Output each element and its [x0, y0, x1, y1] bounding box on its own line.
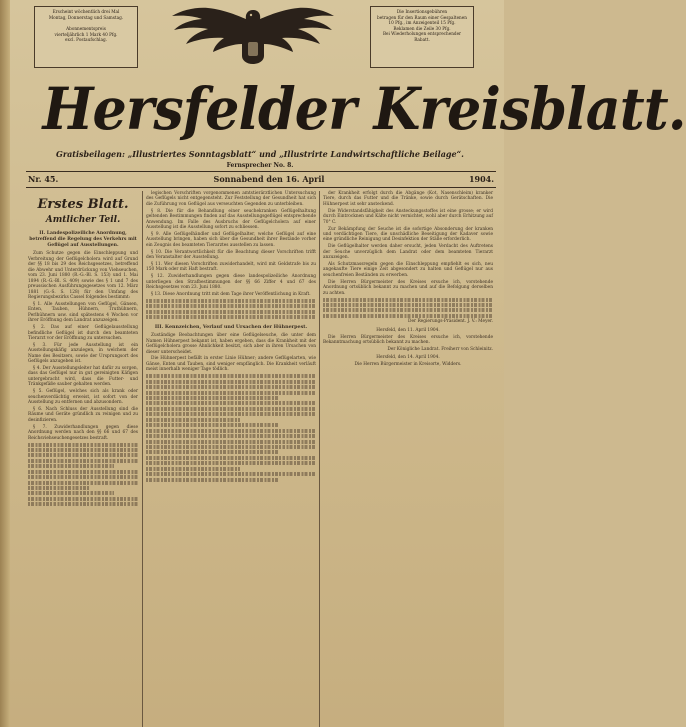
subscription-line: vierteljährlich 1 Mark 40 Pfg. — [54, 31, 118, 37]
phone-number: Fernsprecher No. 8. — [226, 162, 294, 169]
advertising-rates-box — [370, 6, 474, 68]
issue-number: Nr. 45. — [28, 174, 59, 184]
text-line — [146, 315, 316, 319]
section-heading: Erstes Blatt. — [37, 197, 129, 212]
column-separator — [319, 191, 320, 727]
paragraph: Zuständige Beobachtungen über eine Geflügelseuche, die unter dem Namen Hühnerpest bekannt ist, haben ergeben, dass die Krankheit mit der Geflügelcholera grosse Ähnlichkeit besitzt, sich aber in ihren Ursachen von dieser unterscheidet. — [146, 333, 316, 355]
text-line — [146, 456, 316, 460]
subscription-info-box — [34, 6, 138, 68]
paragraph: Die Widerstandsfähigkeit des Ansteckungsstoffes ist eine grosse; er wird durch Eintrocknen und Kälte nicht vernichtet, wohl aber durch Erhitzung auf 70° C. — [323, 208, 493, 225]
eagle-emblem-icon — [168, 2, 338, 68]
paragraph: § 11. Wer diesen Vorschriften zuwiderhandelt, wird mit Geldstrafe bis zu 150 Mark oder mit Haft bestraft. — [146, 262, 316, 273]
column-1 — [28, 191, 138, 727]
text-line — [28, 491, 114, 495]
subscription-line: Erscheint wöchentlich drei Mal — [52, 9, 120, 14]
paragraph: § 6. Nach Schluss der Ausstellung sind die Räume und Geräte gründlich zu reinigen und zu desinfizieren. — [28, 406, 138, 423]
paragraph: Die Herren Bürgermeister des Kreises ersuche ich, vorstehende Anordnung ortsüblich bekannt zu machen und auf die Befolgung derselben zu achten. — [323, 279, 493, 296]
text-line — [146, 407, 316, 411]
subscription-line: Montag, Donnerstag und Samstag. — [48, 14, 124, 20]
text-line — [146, 472, 316, 476]
supplements-line: Gratisbeilagen: „Illustriertes Sonntagsblatt“ und „Illustrirte Landwirtschaftliche Beilage“. — [56, 149, 464, 159]
text-line — [146, 440, 316, 444]
text-line — [146, 429, 316, 433]
text-line — [323, 303, 493, 307]
text-line — [146, 374, 316, 378]
text-line — [28, 497, 138, 501]
text-line — [28, 481, 138, 485]
divider-bottom — [26, 187, 496, 188]
subscription-line: Abonnementspreis — [66, 26, 106, 32]
paragraph: § 13. Diese Anordnung tritt mit dem Tage ihrer Veröffentlichung in Kraft. — [151, 292, 311, 298]
text-line — [28, 502, 138, 506]
paragraph: legischen Vorschriften vorgenommenen amtstierärztlichen Untersuchung des Geflügels nicht entgegensteht. Zur Feststellung der Gesundheit hat sich die Zuführung von Geflügel aus verseuchten Gegenden zu unterbleiben. — [146, 191, 316, 207]
paragraph: Zum Schutze gegen die Einschleppung und Verbreitung der Geflügelcholera wird auf Grund der §§ 18 bis 29 des Reichsgesetzes, betreffend die Abwehr und Unterdrückung von Viehseuchen, vom 23. Juni 1880 (R.-G.-Bl. S. 153) und 1. Mai 1894 (R.-G.-Bl. S. 409) sowie des § 1 und 7 des preussischen Ausführungsgesetzes vom 12. März 1881 (G.-S. S. 128) für den Umfang des Regierungsbezirks Cassel folgendes bestimmt: — [28, 251, 138, 301]
rates-line: Rabatt. — [414, 36, 430, 42]
paragraph: § 8. Die für die Behandlung einer seuchekranken Geflügelhaltung geltenden Bestimmungen finden auf das Ausstellungsgeflügel entsprechende Anwendung. Im Falle des Ausbruchs der Geflügelcholera auf einer Ausstellung ist die Ausstellung sofort zu schliessen. — [146, 208, 316, 231]
text-line — [323, 308, 493, 312]
paragraph: der Krankheit erfolgt durch die Abgänge (Kot, Nasenschleim) kranker Tiere, durch das Futter und die Tränke, sowie durch Gerätschaften. Die Hühnerpest ist sehr ansteckend. — [323, 191, 493, 207]
body-text-block — [146, 374, 316, 481]
rates-line: Reklamen die Zeile 30 Pfg. — [393, 25, 451, 31]
rates-line: 10 Pfg., im Anzeigenteil 15 Pfg. — [388, 20, 456, 26]
text-line — [146, 412, 316, 416]
text-line — [28, 464, 114, 468]
text-line — [146, 385, 316, 389]
signature: Der Regierungs-Präsident. J. V.: Meyer. — [408, 319, 493, 325]
text-line — [28, 448, 138, 452]
paragraph: Die Geflügelhalter werden daher ersucht, jeden Verdacht des Auftretens der Seuche unverzüglich dem Landrat oder dem beamteten Tierarzt anzuzeigen. — [323, 244, 493, 261]
text-line — [146, 310, 316, 314]
signature: Der Königliche Landrat. Freiherr von Schleinitz. — [387, 346, 493, 352]
paragraph: Die Hühnerpest befällt in erster Linie Hühner; andere Geflügelarten, wie Gänse, Enten und Tauben, sind weniger empfänglich. Die Krankheit verläuft meist innerhalb weniger Tage tödlich. — [146, 356, 316, 373]
text-line — [28, 470, 138, 474]
text-line — [146, 396, 279, 400]
text-line — [323, 314, 493, 318]
paragraph: § 12. Zuwiderhandlungen gegen diese landespolizeiliche Anordnung unterliegen den Strafbestimmungen der §§ 66 Ziffer 4 und 67 des Reichsgesetzes vom 23. Juni 1880. — [146, 274, 316, 291]
text-line — [146, 380, 316, 384]
dateline — [28, 173, 494, 185]
text-line — [146, 418, 240, 422]
subscription-line: excl. Postaufschlag. — [65, 37, 107, 43]
paragraph: § 4. Der Ausstellungsleiter hat dafür zu sorgen, dass das Geflügel nur in gut gereinigten Käfigen untergebracht wird, dass die Futter- und Tränkgefäße sauber gehalten werden. — [28, 366, 138, 388]
text-line — [146, 450, 279, 454]
text-line — [146, 445, 316, 449]
paragraph: Als Schutzmassregeln gegen die Einschleppung empfiehlt es sich, neu angekaufte Tiere einige Zeit abgesondert zu halten und Geflügel nur aus seuchenfreien Beständen zu erwerben. — [323, 262, 493, 278]
text-line — [28, 486, 89, 490]
text-line — [146, 299, 316, 303]
paragraph: Die Herren Bürgermeister des Kreises ersuche ich, vorstehende Bekanntmachung ortsüblich bekannt zu machen. — [323, 334, 493, 346]
text-line — [146, 304, 316, 308]
place-date: Hersfeld, den 11. April 1904. — [376, 327, 440, 333]
paragraph: Zur Bekämpfung der Seuche ist die sofortige Absonderung der kranken und verdächtigen Tiere, die unschädliche Beseitigung der Kadaver sowie eine gründliche Reinigung und Desinfektion der Ställe erforderlich. — [323, 226, 493, 243]
footer-line: Die Herren Bürgermeister in Kreisorte, Widders. — [354, 362, 462, 368]
text-line — [146, 434, 316, 438]
text-line — [146, 423, 279, 427]
paragraph: § 3. Für jede Ausstellung ist ein Ausstellungskäfig anzulegen, in welchem der Name des Besitzers, sowie der Ursprungsort des Geflügels anzugeben ist. — [28, 342, 138, 365]
text-line — [28, 453, 138, 457]
text-line — [28, 475, 138, 479]
text-line — [323, 298, 493, 302]
newspaper-title: Hersfelder Kreisblatt. — [42, 75, 686, 143]
rates-line: betragen für den Raum einer Gespaltenen — [377, 14, 467, 20]
text-line — [146, 401, 316, 405]
column-2 — [146, 191, 316, 727]
paragraph: § 5. Geflügel, welches sich als krank oder seuchenverdächtig erweist, ist sofort von der Ausstellung zu entfernen und abzusondern. — [28, 389, 138, 406]
ordinance-title: II. Landespolizeiliche Anordnung, betreffend die Regelung des Verkehrs mit Geflügel auf Ausstellungen. — [29, 231, 137, 248]
text-line — [28, 443, 138, 447]
article-heading: III. Kennzeichen, Verlauf und Ursachen der Hühnerpest. — [154, 324, 308, 331]
body-text-block — [146, 299, 316, 319]
body-text-block — [323, 298, 493, 318]
rates-line: Bei Wiederholungen entsprechender — [382, 31, 462, 37]
paragraph: § 10. Die Verantwortlichkeit für die Beachtung dieser Vorschriften trifft den Veranstalter der Ausstellung. — [146, 249, 316, 261]
paragraph: § 2. Das auf einer Geflügelausstellung befindliche Geflügel ist durch den beamteten Tierarzt vor der Eröffnung zu untersuchen. — [28, 325, 138, 341]
place-date: Hersfeld, den 14. April 1904. — [376, 355, 440, 361]
text-line — [146, 391, 316, 395]
divider-top — [26, 171, 496, 172]
issue-year: 1904. — [468, 174, 494, 184]
text-line — [146, 461, 316, 465]
column-separator — [142, 191, 143, 727]
paragraph: § 7. Zuwiderhandlungen gegen diese Anordnung werden nach den §§ 66 und 67 des Reichsviehseuchengesetzes bestraft. — [28, 424, 138, 441]
section-subheading: Amtlicher Teil. — [45, 215, 121, 225]
text-line — [28, 459, 138, 463]
body-text-block — [28, 443, 138, 507]
issue-date: Sonnabend den 16. April — [213, 174, 325, 184]
text-line — [146, 478, 279, 482]
rates-line: Die Insertionsgebühren — [396, 9, 448, 14]
paragraph: § 1. Alle Ausstellungen von Geflügel, Gänsen, Enten, Tauben, Hühnern, Truthühnern, Perlhühnern usw. sind spätestens 4 Wochen vor ihrer Eröffnung dem Landrat anzuzeigen. — [28, 301, 138, 324]
column-3 — [323, 191, 493, 727]
text-line — [146, 467, 240, 471]
paragraph: § 9. Alle Geflügelhändler und Geflügelhalter, welche Geflügel auf eine Ausstellung bringen, haben sich über die Gesundheit ihrer Bestände vorher ein Zeugnis des beamteten Tierarztes ausstellen zu lassen. — [146, 231, 316, 248]
